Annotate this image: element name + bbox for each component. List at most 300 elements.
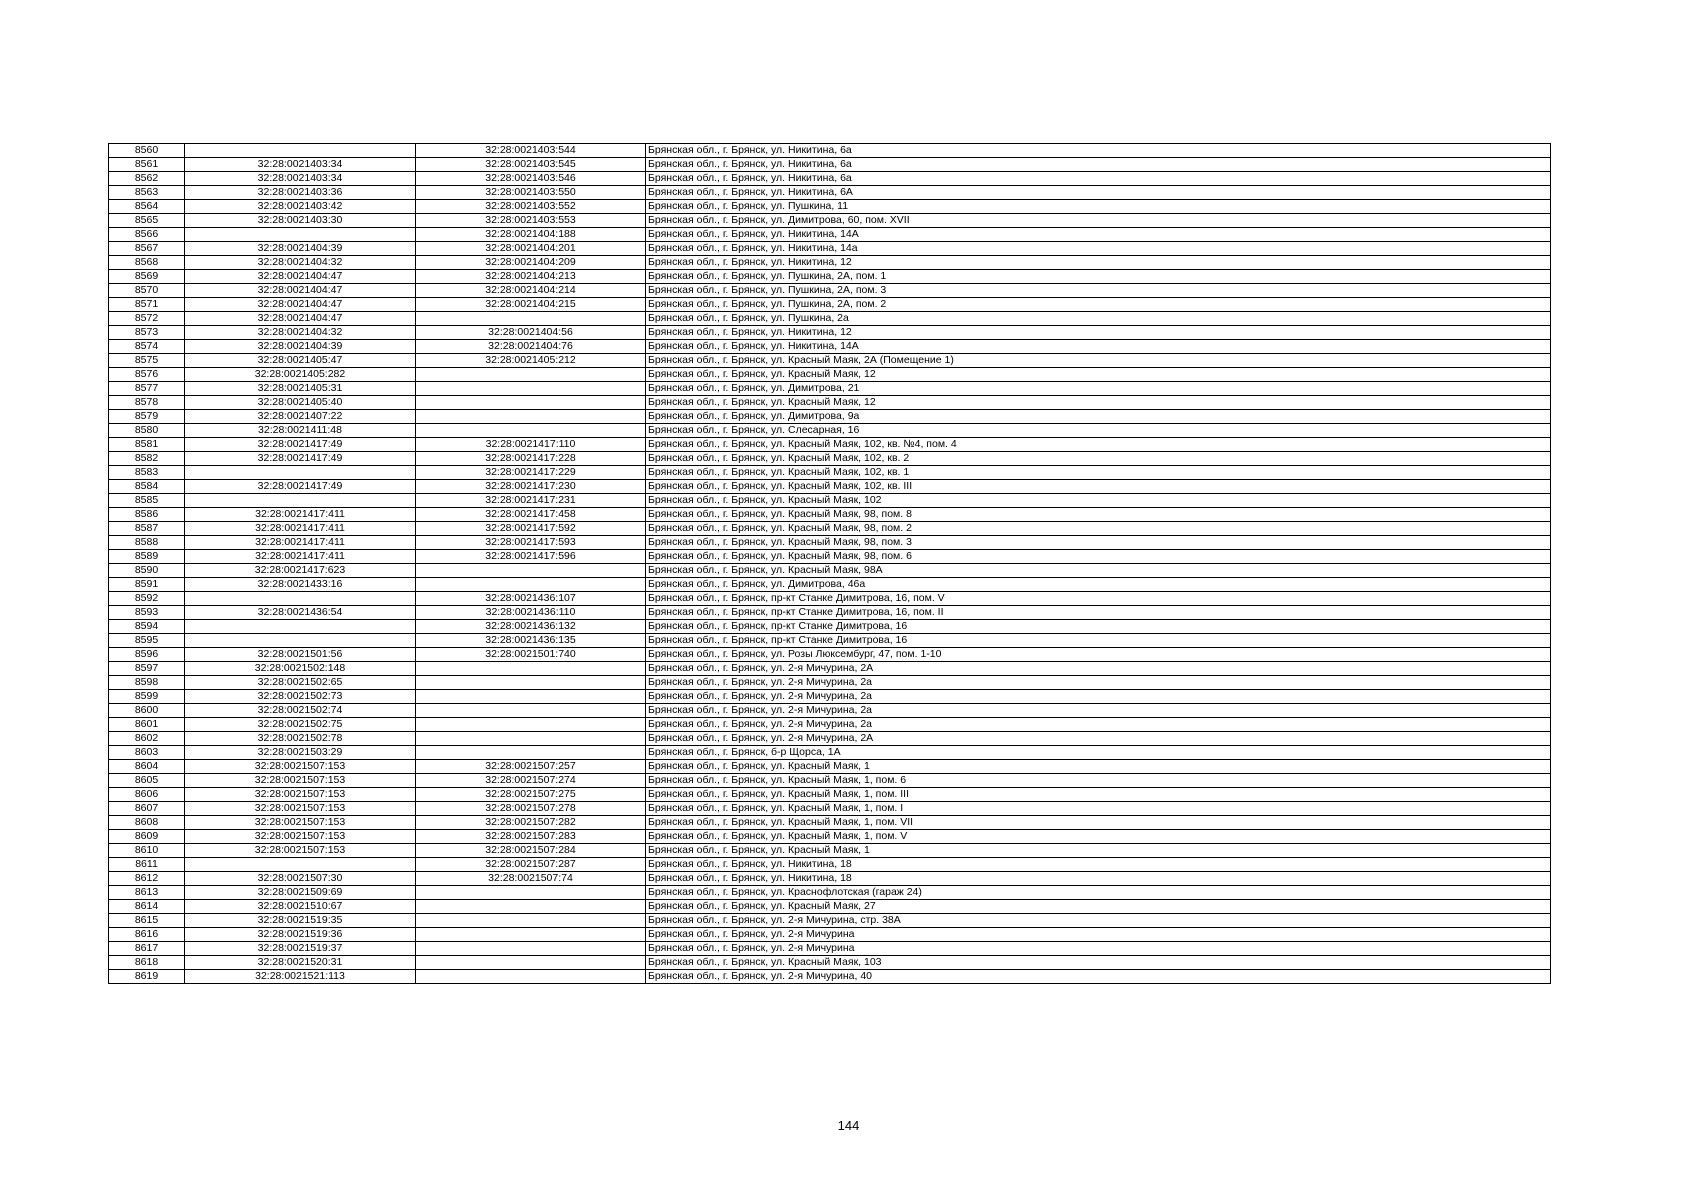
- address-cell: Брянская обл., г. Брянск, ул. Димитрова, 21: [646, 382, 1551, 396]
- object-number-cell: 32:28:0021405:212: [416, 354, 646, 368]
- table-row: [109, 648, 1551, 662]
- table-row: [109, 942, 1551, 956]
- row-number-cell: 8581: [109, 438, 185, 452]
- table-row: [109, 256, 1551, 270]
- object-number-cell: 32:28:0021404:214: [416, 284, 646, 298]
- address-cell: Брянская обл., г. Брянск, ул. Никитина, 14а: [646, 242, 1551, 256]
- parcel-number-cell: 32:28:0021520:31: [185, 956, 416, 970]
- row-number-cell: 8600: [109, 704, 185, 718]
- table-row: [109, 900, 1551, 914]
- table-row: [109, 200, 1551, 214]
- parcel-number-cell: 32:28:0021403:34: [185, 172, 416, 186]
- parcel-number-cell: [185, 466, 416, 480]
- parcel-number-cell: 32:28:0021502:78: [185, 732, 416, 746]
- address-cell: Брянская обл., г. Брянск, ул. Слесарная, 16: [646, 424, 1551, 438]
- address-cell: Брянская обл., г. Брянск, ул. Никитина, 18: [646, 858, 1551, 872]
- parcel-number-cell: 32:28:0021507:153: [185, 774, 416, 788]
- object-number-cell: 32:28:0021507:282: [416, 816, 646, 830]
- address-cell: Брянская обл., г. Брянск, ул. 2-я Мичурина: [646, 928, 1551, 942]
- parcel-number-cell: 32:28:0021502:65: [185, 676, 416, 690]
- address-cell: Брянская обл., г. Брянск, ул. Красный Маяк, 98, пом. 3: [646, 536, 1551, 550]
- table-row: [109, 186, 1551, 200]
- object-number-cell: [416, 382, 646, 396]
- object-number-cell: 32:28:0021417:592: [416, 522, 646, 536]
- object-number-cell: 32:28:0021436:107: [416, 592, 646, 606]
- parcel-number-cell: 32:28:0021417:49: [185, 438, 416, 452]
- address-cell: Брянская обл., г. Брянск, ул. Красный Маяк, 103: [646, 956, 1551, 970]
- address-cell: Брянская обл., г. Брянск, ул. Красный Маяк, 102: [646, 494, 1551, 508]
- table-row: [109, 732, 1551, 746]
- row-number-cell: 8587: [109, 522, 185, 536]
- object-number-cell: 32:28:0021436:110: [416, 606, 646, 620]
- row-number-cell: 8598: [109, 676, 185, 690]
- parcel-number-cell: 32:28:0021502:148: [185, 662, 416, 676]
- row-number-cell: 8564: [109, 200, 185, 214]
- parcel-number-cell: [185, 858, 416, 872]
- row-number-cell: 8571: [109, 298, 185, 312]
- object-number-cell: [416, 942, 646, 956]
- table-row: [109, 312, 1551, 326]
- object-number-cell: 32:28:0021417:230: [416, 480, 646, 494]
- address-cell: Брянская обл., г. Брянск, ул. Красный Маяк, 1, пом. III: [646, 788, 1551, 802]
- parcel-number-cell: 32:28:0021417:411: [185, 508, 416, 522]
- address-cell: Брянская обл., г. Брянск, ул. Красный Маяк, 98, пом. 2: [646, 522, 1551, 536]
- parcel-number-cell: 32:28:0021417:49: [185, 480, 416, 494]
- parcel-number-cell: [185, 634, 416, 648]
- row-number-cell: 8608: [109, 816, 185, 830]
- row-number-cell: 8596: [109, 648, 185, 662]
- table-row: [109, 858, 1551, 872]
- object-number-cell: [416, 900, 646, 914]
- object-number-cell: [416, 914, 646, 928]
- table-row: [109, 354, 1551, 368]
- table-row: [109, 536, 1551, 550]
- parcel-number-cell: 32:28:0021417:49: [185, 452, 416, 466]
- page-number: 144: [837, 1118, 860, 1133]
- address-cell: Брянская обл., г. Брянск, ул. Димитрова, 60, пом. XVII: [646, 214, 1551, 228]
- address-cell: Брянская обл., г. Брянск, ул. Красный Маяк, 2А (Помещение 1): [646, 354, 1551, 368]
- parcel-number-cell: [185, 620, 416, 634]
- address-cell: Брянская обл., г. Брянск, ул. 2-я Мичурина, 2а: [646, 704, 1551, 718]
- parcel-number-cell: 32:28:0021507:30: [185, 872, 416, 886]
- parcel-number-cell: 32:28:0021404:39: [185, 340, 416, 354]
- object-number-cell: [416, 718, 646, 732]
- object-number-cell: 32:28:0021404:215: [416, 298, 646, 312]
- address-cell: Брянская обл., г. Брянск, ул. Красный Маяк, 1, пом. I: [646, 802, 1551, 816]
- parcel-number-cell: 32:28:0021507:153: [185, 844, 416, 858]
- table-row: [109, 382, 1551, 396]
- row-number-cell: 8595: [109, 634, 185, 648]
- address-cell: Брянская обл., г. Брянск, ул. 2-я Мичурина, стр. 38А: [646, 914, 1551, 928]
- address-cell: Брянская обл., г. Брянск, ул. Красный Маяк, 102, кв. 1: [646, 466, 1551, 480]
- address-cell: Брянская обл., г. Брянск, ул. Красный Маяк, 102, кв. №4, пом. 4: [646, 438, 1551, 452]
- address-cell: Брянская обл., г. Брянск, ул. Красный Маяк, 1: [646, 760, 1551, 774]
- parcel-number-cell: 32:28:0021507:153: [185, 802, 416, 816]
- row-number-cell: 8582: [109, 452, 185, 466]
- table-row: [109, 816, 1551, 830]
- row-number-cell: 8615: [109, 914, 185, 928]
- address-cell: Брянская обл., г. Брянск, ул. Никитина, 14А: [646, 340, 1551, 354]
- object-number-cell: 32:28:0021404:209: [416, 256, 646, 270]
- row-number-cell: 8590: [109, 564, 185, 578]
- row-number-cell: 8605: [109, 774, 185, 788]
- address-cell: Брянская обл., г. Брянск, ул. Пушкина, 2А, пом. 1: [646, 270, 1551, 284]
- object-number-cell: [416, 956, 646, 970]
- row-number-cell: 8594: [109, 620, 185, 634]
- address-cell: Брянская обл., г. Брянск, ул. Никитина, 12: [646, 326, 1551, 340]
- object-number-cell: 32:28:0021417:596: [416, 550, 646, 564]
- row-number-cell: 8602: [109, 732, 185, 746]
- object-number-cell: 32:28:0021417:229: [416, 466, 646, 480]
- address-cell: Брянская обл., г. Брянск, ул. Красный Маяк, 98А: [646, 564, 1551, 578]
- object-number-cell: [416, 410, 646, 424]
- row-number-cell: 8592: [109, 592, 185, 606]
- table-row: [109, 592, 1551, 606]
- address-cell: Брянская обл., г. Брянск, пр-кт Станке Димитрова, 16, пом. V: [646, 592, 1551, 606]
- object-number-cell: [416, 662, 646, 676]
- object-number-cell: 32:28:0021507:287: [416, 858, 646, 872]
- table-row: [109, 144, 1551, 158]
- address-cell: Брянская обл., г. Брянск, ул. Красный Маяк, 98, пом. 6: [646, 550, 1551, 564]
- table-row: [109, 508, 1551, 522]
- parcel-number-cell: 32:28:0021417:411: [185, 536, 416, 550]
- address-cell: Брянская обл., г. Брянск, ул. Красный Маяк, 1, пом. V: [646, 830, 1551, 844]
- address-cell: Брянская обл., г. Брянск, ул. 2-я Мичурина, 40: [646, 970, 1551, 984]
- address-cell: Брянская обл., г. Брянск, ул. Никитина, 6а: [646, 144, 1551, 158]
- table-row: [109, 564, 1551, 578]
- row-number-cell: 8583: [109, 466, 185, 480]
- object-number-cell: 32:28:0021404:213: [416, 270, 646, 284]
- table-row: [109, 830, 1551, 844]
- table-row: [109, 424, 1551, 438]
- address-cell: Брянская обл., г. Брянск, б-р Щорса, 1А: [646, 746, 1551, 760]
- parcel-number-cell: 32:28:0021404:47: [185, 298, 416, 312]
- address-cell: Брянская обл., г. Брянск, пр-кт Станке Димитрова, 16, пом. II: [646, 606, 1551, 620]
- row-number-cell: 8593: [109, 606, 185, 620]
- address-cell: Брянская обл., г. Брянск, пр-кт Станке Димитрова, 16: [646, 620, 1551, 634]
- object-number-cell: 32:28:0021507:283: [416, 830, 646, 844]
- table-row: [109, 760, 1551, 774]
- object-number-cell: 32:28:0021507:275: [416, 788, 646, 802]
- address-cell: Брянская обл., г. Брянск, ул. Красный Маяк, 98, пом. 8: [646, 508, 1551, 522]
- row-number-cell: 8599: [109, 690, 185, 704]
- table-row: [109, 704, 1551, 718]
- object-number-cell: 32:28:0021507:284: [416, 844, 646, 858]
- object-number-cell: 32:28:0021403:553: [416, 214, 646, 228]
- object-number-cell: 32:28:0021403:552: [416, 200, 646, 214]
- table-row: [109, 494, 1551, 508]
- object-number-cell: 32:28:0021507:257: [416, 760, 646, 774]
- object-number-cell: 32:28:0021404:201: [416, 242, 646, 256]
- table-row: [109, 970, 1551, 984]
- row-number-cell: 8560: [109, 144, 185, 158]
- object-number-cell: 32:28:0021404:76: [416, 340, 646, 354]
- address-cell: Брянская обл., г. Брянск, ул. Никитина, 12: [646, 256, 1551, 270]
- address-cell: Брянская обл., г. Брянск, ул. Пушкина, 2А, пом. 2: [646, 298, 1551, 312]
- parcel-number-cell: 32:28:0021433:16: [185, 578, 416, 592]
- object-number-cell: [416, 704, 646, 718]
- row-number-cell: 8610: [109, 844, 185, 858]
- table-body: [109, 144, 1551, 984]
- row-number-cell: 8584: [109, 480, 185, 494]
- row-number-cell: 8589: [109, 550, 185, 564]
- address-cell: Брянская обл., г. Брянск, ул. Пушкина, 2А, пом. 3: [646, 284, 1551, 298]
- object-number-cell: [416, 396, 646, 410]
- object-number-cell: 32:28:0021436:132: [416, 620, 646, 634]
- address-cell: Брянская обл., г. Брянск, ул. 2-я Мичурина, 2А: [646, 732, 1551, 746]
- parcel-number-cell: 32:28:0021405:31: [185, 382, 416, 396]
- parcel-number-cell: [185, 592, 416, 606]
- row-number-cell: 8572: [109, 312, 185, 326]
- parcel-number-cell: 32:28:0021507:153: [185, 830, 416, 844]
- row-number-cell: 8613: [109, 886, 185, 900]
- row-number-cell: 8611: [109, 858, 185, 872]
- table-row: [109, 438, 1551, 452]
- parcel-number-cell: 32:28:0021405:40: [185, 396, 416, 410]
- row-number-cell: 8563: [109, 186, 185, 200]
- row-number-cell: 8561: [109, 158, 185, 172]
- parcel-number-cell: 32:28:0021510:67: [185, 900, 416, 914]
- parcel-number-cell: 32:28:0021404:47: [185, 284, 416, 298]
- address-cell: Брянская обл., г. Брянск, ул. 2-я Мичурина: [646, 942, 1551, 956]
- object-number-cell: 32:28:0021507:278: [416, 802, 646, 816]
- parcel-number-cell: 32:28:0021521:113: [185, 970, 416, 984]
- row-number-cell: 8569: [109, 270, 185, 284]
- address-cell: Брянская обл., г. Брянск, ул. Пушкина, 11: [646, 200, 1551, 214]
- object-number-cell: 32:28:0021436:135: [416, 634, 646, 648]
- row-number-cell: 8588: [109, 536, 185, 550]
- row-number-cell: 8604: [109, 760, 185, 774]
- object-number-cell: 32:28:0021417:458: [416, 508, 646, 522]
- address-cell: Брянская обл., г. Брянск, ул. 2-я Мичурина, 2а: [646, 690, 1551, 704]
- row-number-cell: 8612: [109, 872, 185, 886]
- row-number-cell: 8574: [109, 340, 185, 354]
- object-number-cell: [416, 564, 646, 578]
- object-number-cell: 32:28:0021417:110: [416, 438, 646, 452]
- parcel-number-cell: 32:28:0021407:22: [185, 410, 416, 424]
- row-number-cell: 8562: [109, 172, 185, 186]
- address-cell: Брянская обл., г. Брянск, ул. Никитина, 14А: [646, 228, 1551, 242]
- address-cell: Брянская обл., г. Брянск, пр-кт Станке Димитрова, 16: [646, 634, 1551, 648]
- table-row: [109, 662, 1551, 676]
- address-cell: Брянская обл., г. Брянск, ул. 2-я Мичурина, 2а: [646, 718, 1551, 732]
- table-row: [109, 914, 1551, 928]
- table-row: [109, 242, 1551, 256]
- row-number-cell: 8570: [109, 284, 185, 298]
- row-number-cell: 8578: [109, 396, 185, 410]
- object-number-cell: [416, 368, 646, 382]
- table-row: [109, 774, 1551, 788]
- table-row: [109, 956, 1551, 970]
- object-number-cell: [416, 312, 646, 326]
- object-number-cell: 32:28:0021507:274: [416, 774, 646, 788]
- table-row: [109, 228, 1551, 242]
- row-number-cell: 8579: [109, 410, 185, 424]
- parcel-number-cell: [185, 494, 416, 508]
- row-number-cell: 8619: [109, 970, 185, 984]
- address-cell: Брянская обл., г. Брянск, ул. Розы Люксембург, 47, пом. 1-10: [646, 648, 1551, 662]
- address-cell: Брянская обл., г. Брянск, ул. Никитина, 6а: [646, 158, 1551, 172]
- parcel-number-cell: 32:28:0021405:47: [185, 354, 416, 368]
- row-number-cell: 8601: [109, 718, 185, 732]
- object-number-cell: 32:28:0021404:188: [416, 228, 646, 242]
- parcel-number-cell: 32:28:0021501:56: [185, 648, 416, 662]
- table-row: [109, 298, 1551, 312]
- table-row: [109, 480, 1551, 494]
- parcel-number-cell: 32:28:0021404:39: [185, 242, 416, 256]
- row-number-cell: 8580: [109, 424, 185, 438]
- object-number-cell: 32:28:0021403:545: [416, 158, 646, 172]
- address-cell: Брянская обл., г. Брянск, ул. Красный Маяк, 12: [646, 396, 1551, 410]
- address-cell: Брянская обл., г. Брянск, ул. Красный Маяк, 1, пом. 6: [646, 774, 1551, 788]
- row-number-cell: 8576: [109, 368, 185, 382]
- object-number-cell: 32:28:0021417:231: [416, 494, 646, 508]
- parcel-number-cell: 32:28:0021403:42: [185, 200, 416, 214]
- object-number-cell: 32:28:0021403:546: [416, 172, 646, 186]
- table-row: [109, 676, 1551, 690]
- parcel-number-cell: 32:28:0021417:623: [185, 564, 416, 578]
- table-row: [109, 396, 1551, 410]
- row-number-cell: 8568: [109, 256, 185, 270]
- parcel-number-cell: 32:28:0021403:34: [185, 158, 416, 172]
- table-row: [109, 634, 1551, 648]
- row-number-cell: 8573: [109, 326, 185, 340]
- parcel-number-cell: 32:28:0021403:30: [185, 214, 416, 228]
- table-row: [109, 886, 1551, 900]
- address-cell: Брянская обл., г. Брянск, ул. Красный Маяк, 1: [646, 844, 1551, 858]
- object-number-cell: 32:28:0021417:228: [416, 452, 646, 466]
- parcel-number-cell: 32:28:0021404:47: [185, 312, 416, 326]
- parcel-number-cell: 32:28:0021502:75: [185, 718, 416, 732]
- row-number-cell: 8597: [109, 662, 185, 676]
- table-row: [109, 270, 1551, 284]
- row-number-cell: 8617: [109, 942, 185, 956]
- parcel-number-cell: 32:28:0021405:282: [185, 368, 416, 382]
- table-row: [109, 620, 1551, 634]
- table-row: [109, 802, 1551, 816]
- parcel-number-cell: 32:28:0021403:36: [185, 186, 416, 200]
- address-cell: Брянская обл., г. Брянск, ул. Димитрова, 46а: [646, 578, 1551, 592]
- address-cell: Брянская обл., г. Брянск, ул. Никитина, 6А: [646, 186, 1551, 200]
- object-number-cell: 32:28:0021417:593: [416, 536, 646, 550]
- address-cell: Брянская обл., г. Брянск, ул. 2-я Мичурина, 2а: [646, 676, 1551, 690]
- address-cell: Брянская обл., г. Брянск, ул. Краснофлотская (гараж 24): [646, 886, 1551, 900]
- object-number-cell: 32:28:0021403:544: [416, 144, 646, 158]
- address-cell: Брянская обл., г. Брянск, ул. Никитина, 18: [646, 872, 1551, 886]
- parcel-number-cell: 32:28:0021417:411: [185, 522, 416, 536]
- row-number-cell: 8566: [109, 228, 185, 242]
- object-number-cell: [416, 676, 646, 690]
- row-number-cell: 8591: [109, 578, 185, 592]
- object-number-cell: 32:28:0021403:550: [416, 186, 646, 200]
- table-row: [109, 928, 1551, 942]
- table-row: [109, 284, 1551, 298]
- table-row: [109, 844, 1551, 858]
- row-number-cell: 8607: [109, 802, 185, 816]
- parcel-number-cell: 32:28:0021507:153: [185, 816, 416, 830]
- table-row: [109, 718, 1551, 732]
- row-number-cell: 8606: [109, 788, 185, 802]
- object-number-cell: 32:28:0021404:56: [416, 326, 646, 340]
- table-row: [109, 578, 1551, 592]
- parcel-number-cell: 32:28:0021502:73: [185, 690, 416, 704]
- parcel-number-cell: 32:28:0021436:54: [185, 606, 416, 620]
- row-number-cell: 8609: [109, 830, 185, 844]
- row-number-cell: 8603: [109, 746, 185, 760]
- property-table: [108, 143, 1551, 984]
- object-number-cell: [416, 690, 646, 704]
- address-cell: Брянская обл., г. Брянск, ул. Димитрова, 9а: [646, 410, 1551, 424]
- parcel-number-cell: 32:28:0021519:37: [185, 942, 416, 956]
- address-cell: Брянская обл., г. Брянск, ул. Никитина, 6а: [646, 172, 1551, 186]
- table-row: [109, 368, 1551, 382]
- table-row: [109, 522, 1551, 536]
- row-number-cell: 8575: [109, 354, 185, 368]
- table-row: [109, 788, 1551, 802]
- table-row: [109, 550, 1551, 564]
- object-number-cell: [416, 732, 646, 746]
- object-number-cell: [416, 928, 646, 942]
- table-row: [109, 690, 1551, 704]
- table-row: [109, 172, 1551, 186]
- parcel-number-cell: 32:28:0021519:36: [185, 928, 416, 942]
- row-number-cell: 8577: [109, 382, 185, 396]
- object-number-cell: [416, 578, 646, 592]
- address-cell: Брянская обл., г. Брянск, ул. Красный Маяк, 102, кв. 2: [646, 452, 1551, 466]
- object-number-cell: [416, 746, 646, 760]
- table-row: [109, 326, 1551, 340]
- row-number-cell: 8616: [109, 928, 185, 942]
- object-number-cell: [416, 424, 646, 438]
- object-number-cell: [416, 970, 646, 984]
- object-number-cell: 32:28:0021507:74: [416, 872, 646, 886]
- table-row: [109, 214, 1551, 228]
- object-number-cell: 32:28:0021501:740: [416, 648, 646, 662]
- table-row: [109, 872, 1551, 886]
- address-cell: Брянская обл., г. Брянск, ул. Красный Маяк, 102, кв. III: [646, 480, 1551, 494]
- address-cell: Брянская обл., г. Брянск, ул. Красный Маяк, 1, пом. VII: [646, 816, 1551, 830]
- parcel-number-cell: [185, 144, 416, 158]
- table-row: [109, 158, 1551, 172]
- address-cell: Брянская обл., г. Брянск, ул. Красный Маяк, 27: [646, 900, 1551, 914]
- parcel-number-cell: 32:28:0021502:74: [185, 704, 416, 718]
- table-row: [109, 410, 1551, 424]
- parcel-number-cell: 32:28:0021404:47: [185, 270, 416, 284]
- table-row: [109, 340, 1551, 354]
- row-number-cell: 8565: [109, 214, 185, 228]
- parcel-number-cell: 32:28:0021417:411: [185, 550, 416, 564]
- parcel-number-cell: 32:28:0021507:153: [185, 760, 416, 774]
- parcel-number-cell: [185, 228, 416, 242]
- parcel-number-cell: 32:28:0021507:153: [185, 788, 416, 802]
- address-cell: Брянская обл., г. Брянск, ул. Красный Маяк, 12: [646, 368, 1551, 382]
- table-row: [109, 466, 1551, 480]
- parcel-number-cell: 32:28:0021503:29: [185, 746, 416, 760]
- row-number-cell: 8618: [109, 956, 185, 970]
- parcel-number-cell: 32:28:0021519:35: [185, 914, 416, 928]
- parcel-number-cell: 32:28:0021509:69: [185, 886, 416, 900]
- parcel-number-cell: 32:28:0021404:32: [185, 326, 416, 340]
- table-row: [109, 452, 1551, 466]
- parcel-number-cell: 32:28:0021411:48: [185, 424, 416, 438]
- row-number-cell: 8586: [109, 508, 185, 522]
- row-number-cell: 8614: [109, 900, 185, 914]
- row-number-cell: 8585: [109, 494, 185, 508]
- object-number-cell: [416, 886, 646, 900]
- row-number-cell: 8567: [109, 242, 185, 256]
- table-row: [109, 606, 1551, 620]
- address-cell: Брянская обл., г. Брянск, ул. 2-я Мичурина, 2А: [646, 662, 1551, 676]
